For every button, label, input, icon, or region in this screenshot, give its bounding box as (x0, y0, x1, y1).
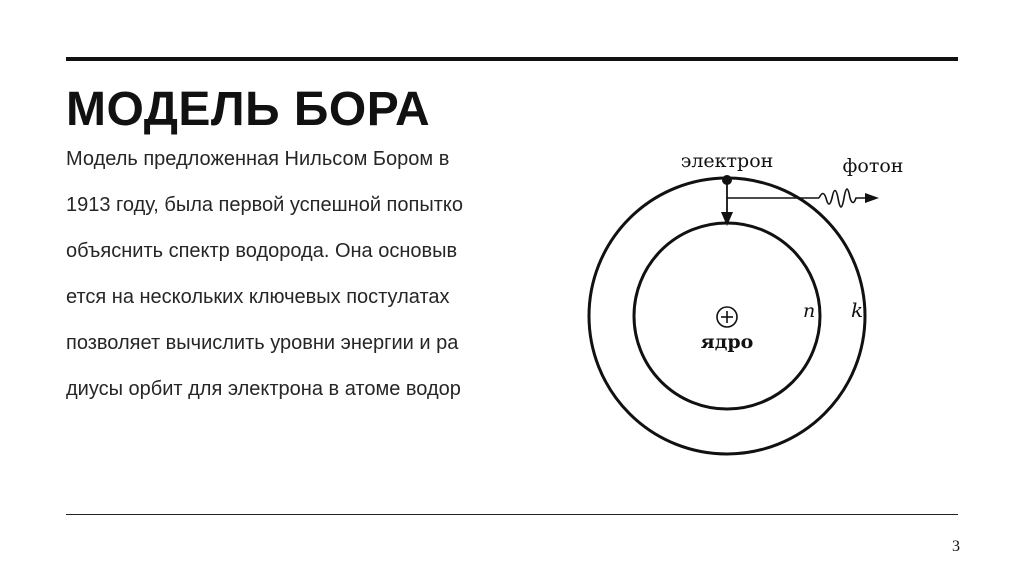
bottom-divider (66, 514, 958, 515)
body-line: диусы орбит для электрона в атоме водор (66, 378, 461, 400)
page-number: 3 (952, 538, 960, 555)
body-line: позволяет вычислить уровни энергии и ра (66, 332, 459, 354)
photon-label: фотон (842, 155, 904, 177)
body-line: ется на нескольких ключевых постулатах (66, 286, 450, 308)
photon-arrowhead (865, 193, 879, 203)
body-line: Модель предложенная Нильсом Бором в (66, 148, 450, 170)
top-divider (66, 57, 958, 61)
slide-title: МОДЕЛЬ БОРА (66, 83, 431, 136)
body-text (66, 140, 566, 410)
body-line: 1913 году, была первой успешной попытко (66, 194, 463, 216)
outer-orbit-label: k (851, 298, 864, 322)
bohr-model-diagram (575, 140, 915, 470)
inner-orbit-label: n (803, 300, 816, 322)
electron-label: электрон (680, 150, 774, 172)
body-line: объяснить спектр водорода. Она основыв (66, 240, 458, 262)
nucleus-label: ядро (700, 331, 754, 353)
photon-wave (819, 189, 867, 207)
